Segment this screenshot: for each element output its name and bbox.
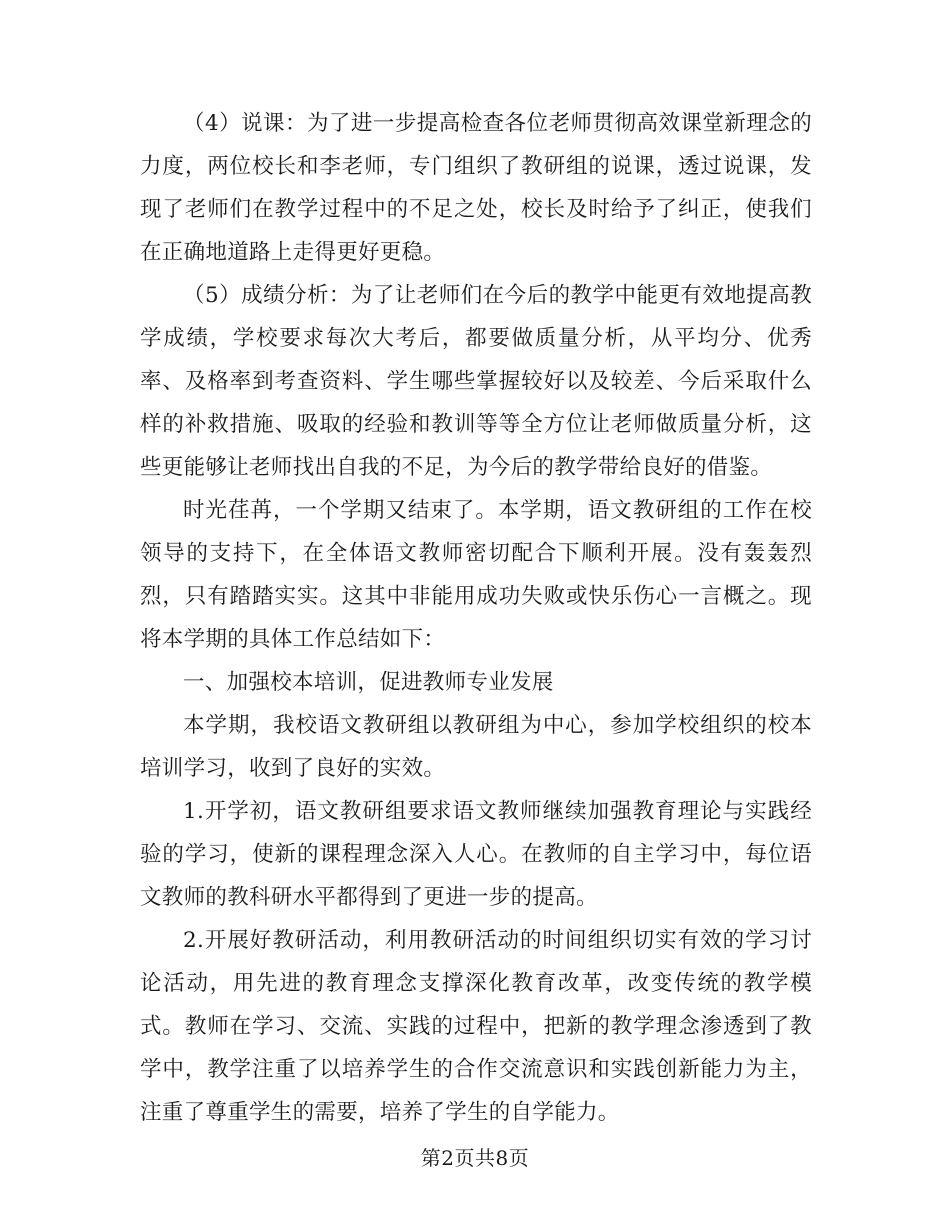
section-heading: 一、加强校本培训，促进教师专业发展 <box>183 670 554 695</box>
paragraph-grade-analysis: （5）成绩分析：为了让老师们在今后的教学中能更有效地提高教学成绩，学校要求每次大考后，都要做质量分析，从平均分、优秀率、及格率到考查资料、学生哪些掌握较好以及较差、今后采取什么样的补救措施、吸取的经验和教训等等全方位让老师做质量分析，这些更能够让老师找出自我的不足，为今后的教学带给良好的借鉴。 <box>140 283 812 480</box>
paragraph-item-1: 1.开学初，语文教研组要求语文教师继续加强教育理论与实践经验的学习，使新的课程理念深入人心。在教师的自主学习中，每位语文教师的教科研水平都得到了更进一步的提高。 <box>140 799 812 910</box>
page-number-footer: 第2页共8页 <box>420 1146 530 1170</box>
paragraph-item-2: 2.开展好教研活动，利用教研活动的时间组织切实有效的学习讨论活动，用先进的教育理念支撑深化教育改革，改变传统的教学模式。教师在学习、交流、实践的过程中，把新的教学理念渗透到了教学中，教学注重了以培养学生的合作交流意识和实践创新能力为主，注重了尊重学生的需要，培养了学生的自学能力。 <box>140 928 812 1125</box>
paragraph-lecture: （4）说课：为了进一步提高检查各位老师贯彻高效课堂新理念的力度，两位校长和李老师，专门组织了教研组的说课，透过说课，发现了老师们在教学过程中的不足之处，校长及时给予了纠正，使我们在正确地道路上走得更好更稳。 <box>140 111 812 265</box>
paragraph-semester-intro: 时光荏苒，一个学期又结束了。本学期，语文教研组的工作在校领导的支持下，在全体语文教师密切配合下顺利开展。没有轰轰烈烈，只有踏踏实实。这其中非能用成功失败或快乐伤心一言概之。现将本学期的具体工作总结如下： <box>140 498 812 652</box>
paragraph-training: 本学期，我校语文教研组以教研组为中心，参加学校组织的校本培训学习，收到了良好的实效。 <box>140 713 812 781</box>
document-body <box>140 102 812 1134</box>
